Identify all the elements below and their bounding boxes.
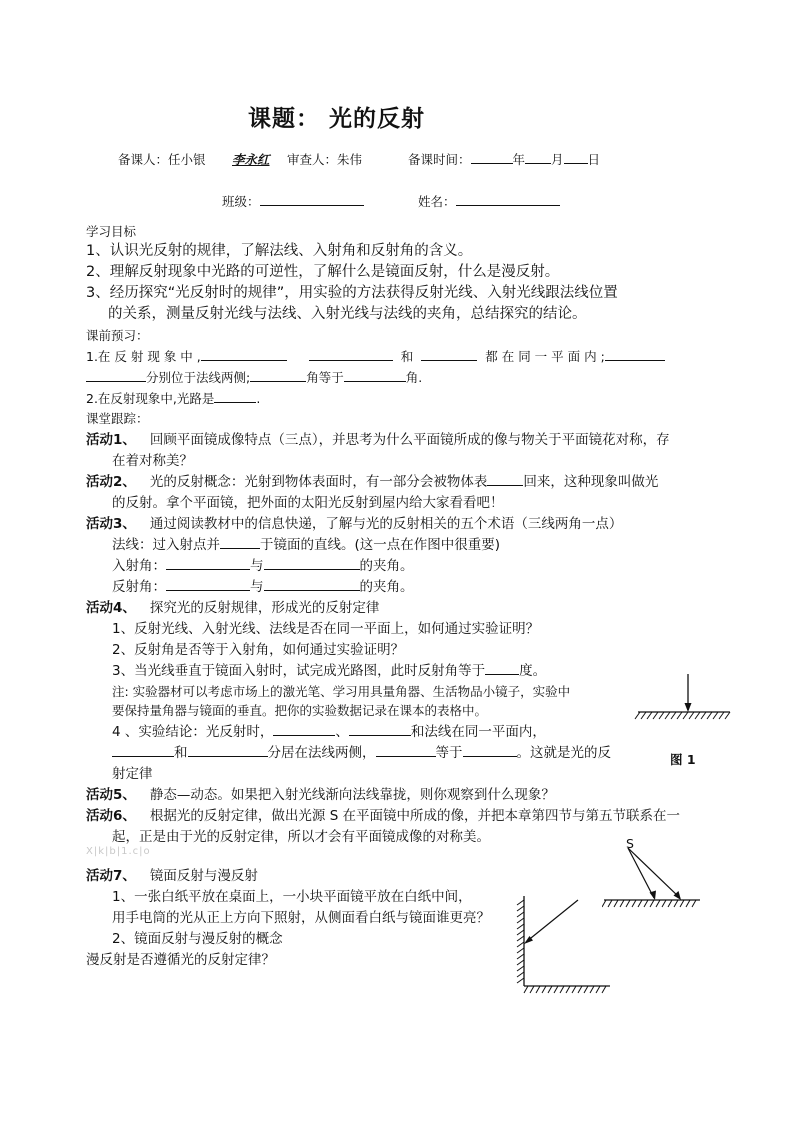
objectives-heading: 学习目标 xyxy=(86,224,137,239)
angle-text: 的夹角。 xyxy=(359,558,414,574)
date-month: 月 xyxy=(551,152,564,167)
activity-2-label: 活动2、 xyxy=(86,474,136,490)
date-day: 日 xyxy=(587,152,601,167)
angle-text: 的夹角。 xyxy=(359,579,414,595)
activity-5-label: 活动5、 xyxy=(86,787,136,803)
incidence-angle-definition xyxy=(112,556,414,576)
activity-7-question-3: 漫反射是否遵循光的反射定律？ xyxy=(86,952,275,968)
watermark: X|k|b|1.c|o xyxy=(86,846,151,857)
activity-6-text: 根据光的反射定律，做出光源 S 在平面镜中所成的像，并把本章第四节与第五节联系在一 xyxy=(149,808,681,824)
page-title: 课题： 光的反射 xyxy=(248,106,426,132)
activity-4-question-2: 2、反射角是否等于入射角，如何通过实验证明？ xyxy=(112,642,405,658)
q2-text: 2.在反射现象中,光路是 xyxy=(86,391,215,406)
activity-7-question-2: 2、镜面反射与漫反射的概念 xyxy=(112,931,283,947)
reflection-label: 反射角： xyxy=(112,579,166,595)
date-field xyxy=(408,150,600,168)
figure-1-diagram xyxy=(634,672,734,732)
objective-item: 的关系，测量反射光线与法线、入射光线与法线的夹角，总结探究的结论。 xyxy=(108,306,587,322)
activity-3 xyxy=(86,514,622,534)
conclusion-text-b: 、 xyxy=(335,724,349,740)
q3-text-a: 3、当光线垂直于镜面入射时，试完成光路图，此时反射角等于 xyxy=(112,663,486,679)
date-label: 备课时间： xyxy=(408,152,471,167)
q1-and: 和 xyxy=(400,349,414,364)
name-field xyxy=(418,192,560,210)
activity-4-label: 活动4、 xyxy=(86,600,136,616)
figure-source-diagram xyxy=(602,834,702,914)
activity-6 xyxy=(86,806,680,826)
objective-item: 2、理解反射现象中光路的可逆性，了解什么是镜面反射，什么是漫反射。 xyxy=(86,264,560,280)
activity-7-question-1: 1、一张白纸平放在桌面上，一小块平面镜平放在白纸中间， xyxy=(112,889,472,905)
activity-2-text-b: 回来，这种现象叫做光 xyxy=(523,474,659,490)
q2-end: . xyxy=(256,391,261,406)
conclusion-text-a: 4 、实验结论：光反射时， xyxy=(112,724,274,740)
q1-text-c: 分别位于法线两侧; xyxy=(146,370,251,385)
conclusion-and: 和 xyxy=(174,745,188,761)
q1-text-e: 角. xyxy=(405,370,423,385)
activity-4-question-3 xyxy=(112,661,546,681)
activity-4-conclusion-cont xyxy=(112,743,611,763)
activity-2-cont: 的反射。拿个平面镜，把外面的太阳光反射到屋内给大家看看吧！ xyxy=(112,495,504,511)
conclusion-equals: 等于 xyxy=(435,745,463,761)
q1-text-b: 都 在 同 一 平 面 内 ; xyxy=(485,349,605,364)
class-label: 班级： xyxy=(222,194,260,209)
conclusion-text-c: 和法线在同一平面内， xyxy=(410,724,546,740)
activity-7-text: 镜面反射与漫反射 xyxy=(149,868,258,884)
reflection-angle-definition xyxy=(112,577,414,597)
name-label: 姓名： xyxy=(418,194,456,209)
activity-4-conclusion-end: 射定律 xyxy=(112,766,153,782)
preparer-signature: 李永红 xyxy=(232,152,270,167)
q1-text-a: 1.在 反 射 现 象 中 , xyxy=(86,349,201,364)
activity-2 xyxy=(86,472,658,492)
preview-question-1-cont xyxy=(86,368,422,388)
activity-6-label: 活动6、 xyxy=(86,808,136,824)
class-heading: 课堂跟踪： xyxy=(86,411,149,426)
incidence-label: 入射角： xyxy=(112,558,166,574)
activity-1-label: 活动1、 xyxy=(86,432,136,448)
activity-3-text: 通过阅读教材中的信息快递，了解与光的反射相关的五个术语（三线两角一点） xyxy=(149,516,623,532)
activity-4-note: 注: 实验器材可以考虑市场上的激光笔、学习用具量角器、生活物品小镜子，实验中 xyxy=(112,684,571,699)
preview-question-1 xyxy=(86,347,665,367)
activity-4-conclusion xyxy=(112,722,546,742)
reviewer-label: 审查人：朱伟 xyxy=(287,152,363,167)
preparer-label: 备课人：任小银 xyxy=(118,152,206,167)
q3-text-b: 度。 xyxy=(519,663,547,679)
activity-1-text: 回顾平面镜成像特点（三点），并思考为什么平面镜所成的像与物关于平面镜花对称，存 xyxy=(149,432,670,448)
activity-7-label: 活动7、 xyxy=(86,868,136,884)
figure-1-caption: 图 1 xyxy=(670,752,696,767)
conclusion-text-d: 分居在法线两侧， xyxy=(267,745,376,761)
with-text: 与 xyxy=(250,558,264,574)
activity-4-text: 探究光的反射规律，形成光的反射定律 xyxy=(149,600,380,616)
activity-4-question-1: 1、反射光线、入射光线、法线是否在同一平面上，如何通过实验证明？ xyxy=(112,621,540,637)
light-source-label: S xyxy=(626,836,634,851)
preview-heading: 课前预习： xyxy=(86,328,149,343)
figure-corner-mirror-diagram xyxy=(508,892,612,998)
objective-item: 3、经历探究“光反射时的规律”，用实验的方法获得反射光线、入射光线跟法线位置 xyxy=(86,285,618,301)
normal-definition xyxy=(112,535,500,555)
activity-7-question-1-cont: 用手电筒的光从正上方向下照射，从侧面看白纸与镜面谁更亮？ xyxy=(112,910,490,926)
activity-4 xyxy=(86,598,379,618)
preview-question-2 xyxy=(86,389,260,409)
activity-4-note-cont: 要保持量角器与镜面的垂直。把你的实验数据记录在课本的表格中。 xyxy=(112,703,488,718)
conclusion-text-e: 。这就是光的反 xyxy=(516,745,611,761)
objective-item: 1、认识光反射的规律，了解法线、入射角和反射角的含义。 xyxy=(86,243,473,259)
activity-1-cont: 在着对称美？ xyxy=(112,453,193,469)
activity-5-text: 静态—动态。如果把入射光线渐向法线靠拢，则你观察到什么现象？ xyxy=(149,787,555,803)
normal-text-b: 于镜面的直线。(这一点在作图中很重要) xyxy=(260,537,501,553)
with-text: 与 xyxy=(250,579,264,595)
activity-3-label: 活动3、 xyxy=(86,516,136,532)
activity-5 xyxy=(86,785,555,805)
activity-2-text-a: 光的反射概念：光射到物体表面时，有一部分会被物体表 xyxy=(149,474,488,490)
date-year: 年 xyxy=(512,152,526,167)
class-field xyxy=(222,192,364,210)
activity-1 xyxy=(86,430,670,450)
activity-7 xyxy=(86,866,258,886)
activity-6-cont: 起，正是由于光的反射定律，所以才会有平面镜成像的对称美。 xyxy=(112,829,490,845)
normal-text-a: 法线：过入射点并 xyxy=(112,537,220,553)
q1-text-d: 角等于 xyxy=(306,370,344,385)
